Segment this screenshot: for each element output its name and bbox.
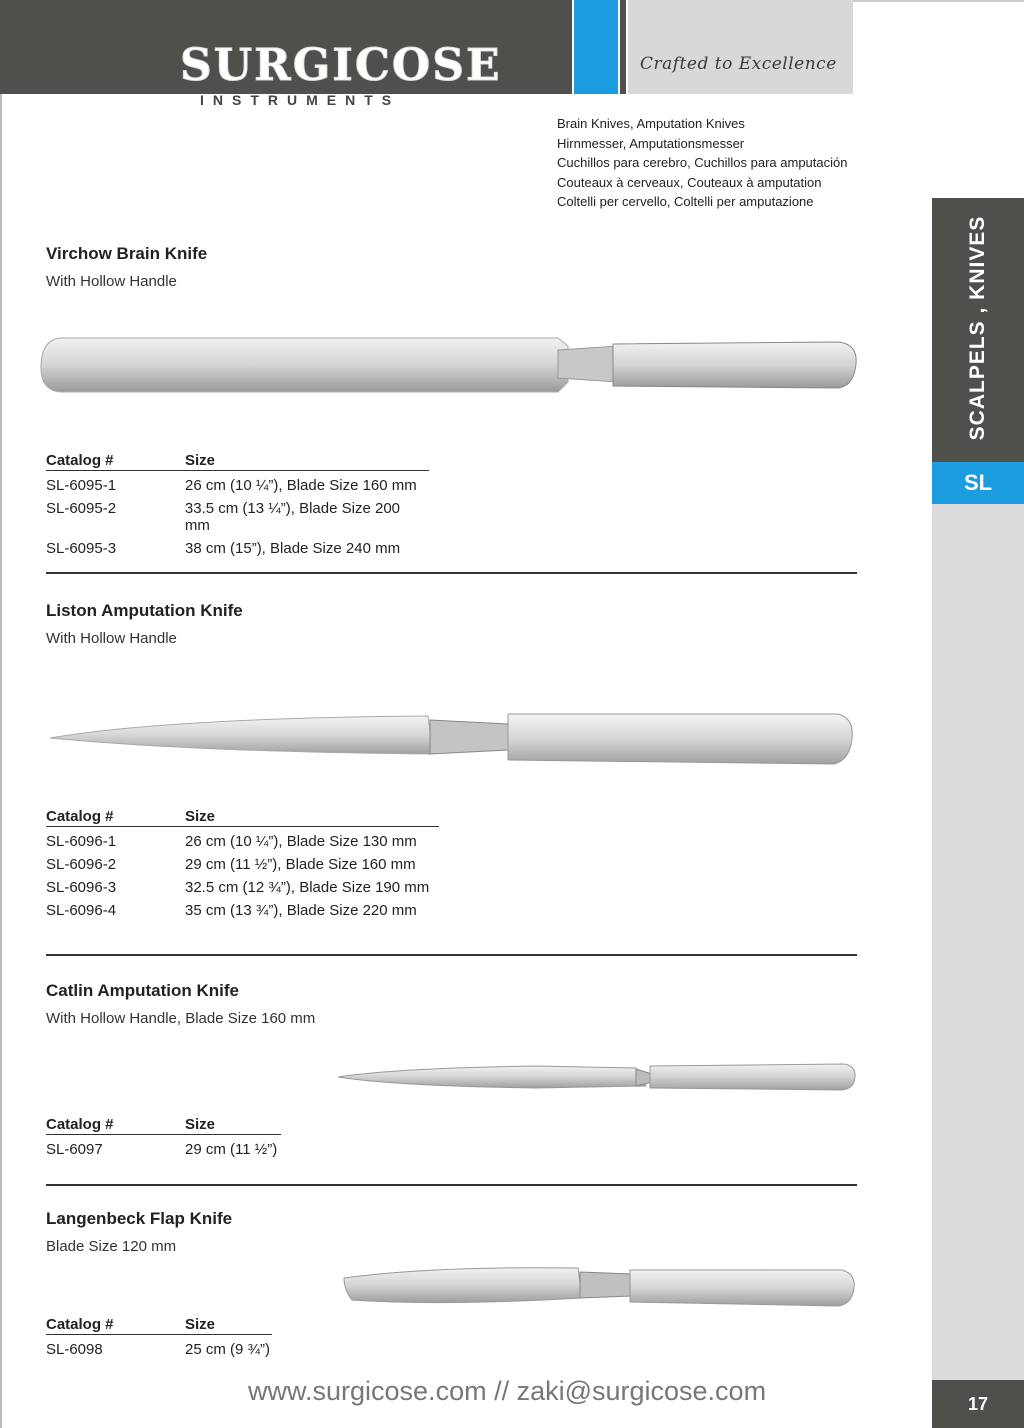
catalog-number: SL-6097 <box>46 1141 103 1158</box>
section-divider <box>46 954 857 956</box>
size-header: Size <box>185 808 216 825</box>
page-number: 17 <box>932 1380 1024 1428</box>
catalog-header: Catalog # <box>46 452 114 469</box>
catalog-number: SL-6095-1 <box>46 477 117 494</box>
footer-contact: www.surgicose.com // zaki@surgicose.com <box>248 1376 767 1406</box>
product-title: Catlin Amputation Knife <box>46 981 239 1000</box>
catalog-header: Catalog # <box>46 808 114 825</box>
catalog-number: SL-6096-4 <box>46 902 117 919</box>
table-header <box>46 1316 272 1335</box>
product-title: Langenbeck Flap Knife <box>46 1209 233 1228</box>
product-subtitle: Blade Size 120 mm <box>46 1238 177 1255</box>
catalog-number: SL-6098 <box>46 1341 103 1358</box>
table-row <box>46 856 439 873</box>
product-title: Liston Amputation Knife <box>46 601 243 620</box>
size-value: 29 cm (11 ½”) <box>185 1141 278 1158</box>
catalog-number: SL-6096-1 <box>46 833 117 850</box>
table-row <box>46 477 429 494</box>
product-subtitle: With Hollow Handle, Blade Size 160 mm <box>46 1010 316 1027</box>
catalog-number: SL-6095-3 <box>46 540 117 557</box>
catalog-number: SL-6096-3 <box>46 879 117 896</box>
tagline: Crafted to Excellence <box>640 54 837 74</box>
size-value: 35 cm (13 ¾”), Blade Size 220 mm <box>185 902 417 919</box>
virchow-knife-image <box>38 332 860 402</box>
size-value: 29 cm (11 ½”), Blade Size 160 mm <box>185 856 416 873</box>
table-header <box>46 808 439 827</box>
brand-subtitle: INSTRUMENTS <box>200 92 401 108</box>
table-row <box>46 500 429 534</box>
size-value: 26 cm (10 ¼”), Blade Size 160 mm <box>185 477 417 494</box>
table-row <box>46 540 429 557</box>
size-value: 25 cm (9 ¾”) <box>185 1341 271 1358</box>
sidebar-category-label: SCALPELS , KNIVES <box>966 215 989 441</box>
sidebar-category <box>932 198 1024 462</box>
category-translations <box>557 114 847 212</box>
catalog-header: Catalog # <box>46 1116 114 1133</box>
product-virchow <box>46 244 858 290</box>
product-title: Virchow Brain Knife <box>46 244 208 263</box>
size-value: 32.5 cm (12 ¾”), Blade Size 190 mm <box>185 879 430 896</box>
size-value: 26 cm (10 ¼”), Blade Size 130 mm <box>185 833 417 850</box>
header-accent-stripe <box>574 0 618 94</box>
table-row <box>46 833 439 850</box>
size-header: Size <box>185 1116 216 1133</box>
size-value: 38 cm (15”), Blade Size 240 mm <box>185 540 401 557</box>
liston-catalog-table <box>46 808 439 919</box>
table-row <box>46 1141 281 1158</box>
tagline-box <box>628 0 853 94</box>
table-header <box>46 452 429 471</box>
translation-fr: Couteaux à cerveaux, Couteaux à amputation <box>557 174 822 190</box>
catalog-number: SL-6096-2 <box>46 856 117 873</box>
size-value: 33.5 cm (13 ¼”), Blade Size 200 mm <box>184 500 401 534</box>
page-top-border <box>853 0 1024 2</box>
table-row <box>46 902 439 919</box>
product-subtitle: With Hollow Handle <box>46 630 177 647</box>
translation-it: Coltelli per cervello, Coltelli per amputazione <box>557 194 814 209</box>
size-header: Size <box>185 1316 216 1333</box>
product-langenbeck <box>46 1209 858 1255</box>
size-header: Size <box>185 452 216 469</box>
section-divider <box>46 1184 857 1186</box>
product-subtitle: With Hollow Handle <box>46 273 177 290</box>
langenbeck-knife-image <box>342 1264 858 1310</box>
table-row <box>46 1341 272 1358</box>
product-liston <box>46 601 858 647</box>
product-catlin <box>46 981 858 1027</box>
sidebar-code-badge: SL <box>932 462 1024 504</box>
virchow-catalog-table <box>46 452 429 557</box>
brand-logo: SURGICOSE <box>180 40 502 91</box>
section-divider <box>46 572 857 574</box>
catlin-knife-image <box>336 1060 858 1094</box>
liston-knife-image <box>48 708 856 770</box>
langenbeck-catalog-table <box>46 1316 272 1358</box>
catalog-header: Catalog # <box>46 1316 114 1333</box>
table-header <box>46 1116 281 1135</box>
header-divider-stripe <box>620 0 626 94</box>
page-left-border <box>0 0 2 1428</box>
catlin-catalog-table <box>46 1116 281 1158</box>
translation-de: Hirnmesser, Amputationsmesser <box>557 135 745 151</box>
translation-en: Brain Knives, Amputation Knives <box>557 116 745 131</box>
table-row <box>46 879 439 896</box>
translation-es: Cuchillos para cerebro, Cuchillos para amputación <box>557 155 848 170</box>
catalog-number: SL-6095-2 <box>46 500 117 517</box>
